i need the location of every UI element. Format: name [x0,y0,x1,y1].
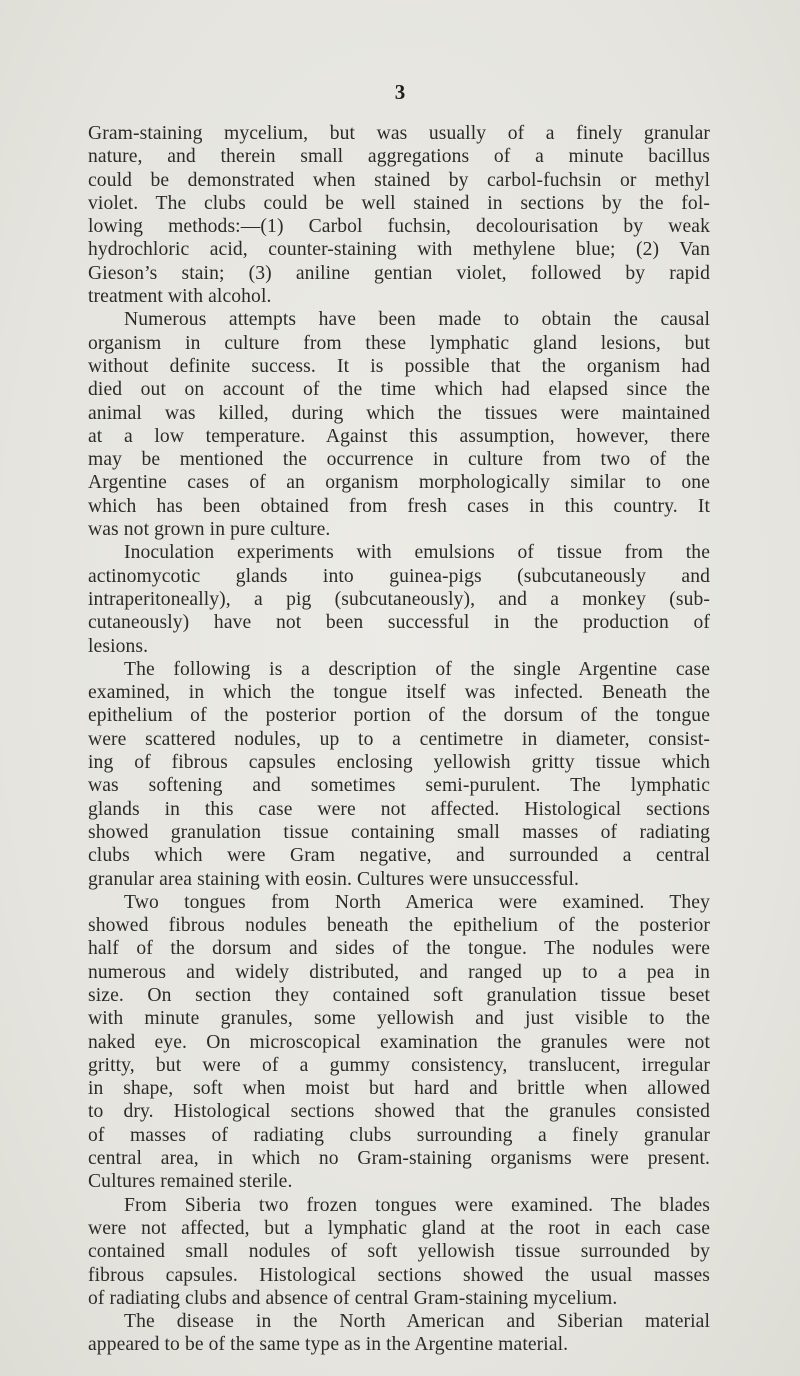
text-line: Argentine cases of an organism morphologically similar to one [88,472,710,494]
text-line: epithelium of the posterior portion of the dorsum of the tongue [88,705,710,727]
text-line: gritty, but were of a gummy consistency, translucent, irregular [88,1054,710,1076]
text-line: size. On section they contained soft granulation tissue beset [88,984,710,1006]
text-line: The disease in the North American and Siberian material [124,1311,710,1333]
text-line: Two tongues from North America were examined. They [124,891,710,913]
text-line: lesions. [88,635,149,657]
body-text [88,122,710,1357]
text-line: at a low temperature. Against this assumption, however, there [88,425,710,447]
text-line: showed fibrous nodules beneath the epithelium of the posterior [88,915,710,937]
text-line: may be mentioned the occurrence in culture from two of the [88,449,710,471]
text-line: were not affected, but a lymphatic gland at the root in each case [88,1217,710,1239]
text-line: glands in this case were not affected. Histological sections [88,798,710,820]
text-line: animal was killed, during which the tissues were maintained [88,402,710,424]
text-line: lowing methods:—(1) Carbol fuchsin, decolourisation by weak [88,216,710,238]
text-line: died out on account of the time which had elapsed since the [88,379,710,401]
text-line: examined, in which the tongue itself was infected. Beneath the [88,682,710,704]
text-line: Cultures remained sterile. [88,1171,293,1193]
text-line: Inoculation experiments with emulsions of tissue from the [124,542,710,564]
text-line: naked eye. On microscopical examination the granules were not [88,1031,710,1053]
text-line: could be demonstrated when stained by carbol-fuchsin or methyl [88,169,710,191]
text-line: central area, in which no Gram-staining organisms were present. [88,1148,710,1170]
text-line: hydrochloric acid, counter-staining with methylene blue; (2) Van [88,239,710,261]
text-line: showed granulation tissue containing small masses of radiating [88,821,710,843]
text-line: ing of fibrous capsules enclosing yellowish gritty tissue which [88,752,710,774]
text-line: appeared to be of the same type as in the Argentine material. [88,1334,569,1356]
text-line: cutaneously) have not been successful in the production of [88,612,710,634]
text-line: to dry. Histological sections showed that the granules consisted [88,1101,710,1123]
text-line: The following is a description of the single Argentine case [124,658,710,680]
text-line: violet. The clubs could be well stained in sections by the fol- [88,192,710,214]
text-line: intraperitoneally), a pig (subcutaneously), and a monkey (sub- [88,588,710,610]
text-line: of masses of radiating clubs surrounding a finely granular [88,1124,710,1146]
text-line: without definite success. It is possible that the organism had [88,355,710,377]
text-line: in shape, soft when moist but hard and brittle when allowed [88,1078,710,1100]
text-line: contained small nodules of soft yellowish tissue surrounded by [88,1241,710,1263]
text-line: Gieson’s stain; (3) aniline gentian violet, followed by rapid [88,262,710,284]
text-line: fibrous capsules. Histological sections showed the usual masses [88,1264,710,1286]
text-line: half of the dorsum and sides of the tongue. The nodules were [88,938,710,960]
text-line: was not grown in pure culture. [88,519,331,541]
text-line: organism in culture from these lymphatic gland lesions, but [88,332,710,354]
text-line: with minute granules, some yellowish and just visible to the [88,1008,710,1030]
text-line: From Siberia two frozen tongues were examined. The blades [124,1194,710,1216]
text-line: granular area staining with eosin. Cultures were unsuccessful. [88,868,580,890]
text-line: treatment with alcohol. [88,286,272,308]
text-line: nature, and therein small aggregations of a minute bacillus [88,146,710,168]
text-line: clubs which were Gram negative, and surrounded a central [88,845,710,867]
text-line: were scattered nodules, up to a centimetre in diameter, consist- [88,728,710,750]
text-line: actinomycotic glands into guinea-pigs (subcutaneously and [88,565,710,587]
text-line: which has been obtained from fresh cases in this country. It [88,495,710,517]
text-line: Gram-staining mycelium, but was usually of a finely granular [88,123,710,144]
text-line: numerous and widely distributed, and ranged up to a pea in [88,961,710,983]
text-line: Numerous attempts have been made to obtain the causal [124,309,710,331]
page-number: 3 [394,80,406,104]
text-line: was softening and sometimes semi-purulent. The lymphatic [88,775,710,797]
text-line: of radiating clubs and absence of central Gram-staining mycelium. [88,1287,618,1309]
